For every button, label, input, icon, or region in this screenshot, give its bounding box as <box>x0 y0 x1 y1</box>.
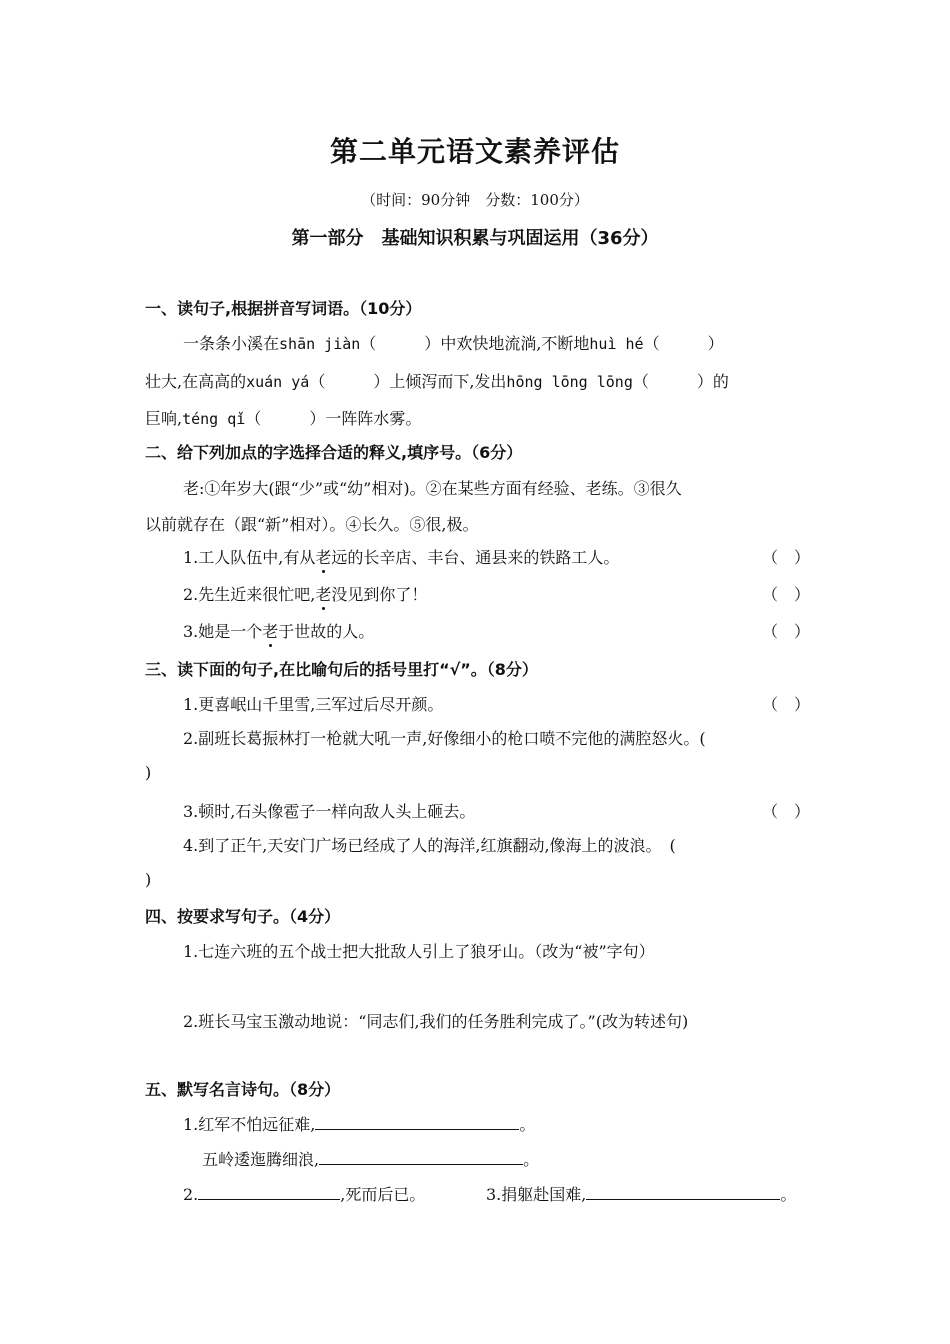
fill-in-blank[interactable] <box>198 1185 340 1200</box>
answer-blank[interactable]: （ ） <box>245 409 326 428</box>
answer-blank[interactable]: （ ） <box>360 334 441 353</box>
section-1-heading: 一、读句子,根据拼音写词语。（10分） <box>145 299 422 318</box>
q5-line-1: 1.红军不怕远征难, 。 <box>183 1115 536 1134</box>
fill-in-blank[interactable] <box>315 1115 519 1130</box>
q3-item-2: 2.副班长葛振林打一枪就大吼一声,好像细小的枪口喷不完他的满腔怒火。( <box>183 729 706 748</box>
q3-item-1: 1.更喜岷山千里雪,三军过后尽开颜。 <box>183 695 444 714</box>
q1-line-3: 巨响,téng qǐ（ ）一阵阵水雾。 <box>145 406 421 429</box>
q5-line-3b: 3.捐躯赴国难, 。 <box>486 1185 797 1204</box>
q2-item-3: 3.她是一个老于世故的人。 <box>183 619 374 642</box>
answer-paren[interactable]: （ ） <box>762 802 811 821</box>
q1-line-2: 壮大,在高高的xuán yá（ ）上倾泻而下,发出hōng lōng lōng（ ）的 <box>145 369 729 392</box>
q2-definition-1: 老:①年岁大(跟“少”或“幼”相对)。②在某些方面有经验、老练。③很久 <box>183 479 682 498</box>
q1-line-1: 一条条小溪在shān jiàn（ ）中欢快地流淌,不断地huì hé（ ） <box>183 331 724 354</box>
pinyin: hōng lōng lōng <box>506 373 633 391</box>
q2-item-1: 1.工人队伍中,有从老远的长辛店、丰台、通县来的铁路工人。 <box>183 545 619 568</box>
fill-in-blank[interactable] <box>319 1150 523 1165</box>
answer-paren[interactable]: （ ） <box>762 548 811 567</box>
q2-definition-2: 以前就存在（跟“新”相对）。④长久。⑤很,极。 <box>145 515 479 534</box>
section-5-heading: 五、默写名言诗句。（8分） <box>145 1080 341 1099</box>
q3-item-2-end[interactable]: ) <box>145 763 152 782</box>
q2-item-2: 2.先生近来很忙吧,老没见到你了！ <box>183 582 427 605</box>
answer-blank[interactable]: （ ） <box>643 334 724 353</box>
q3-item-4: 4.到了正午,天安门广场已经成了人的海洋,红旗翻动,像海上的波浪。 ( <box>183 836 676 855</box>
q3-item-4-end[interactable]: ) <box>145 870 152 889</box>
pinyin: téng qǐ <box>182 410 246 428</box>
q5-line-3: 2. ,死而后已。 <box>183 1185 426 1204</box>
q4-item-2: 2.班长马宝玉激动地说：“同志们,我们的任务胜利完成了。”(改为转述句) <box>183 1012 689 1031</box>
q5-line-2: 五岭逶迤腾细浪, 。 <box>202 1150 540 1169</box>
section-3-heading: 三、读下面的句子,在比喻句后的括号里打“√”。（8分） <box>145 660 538 679</box>
exam-info: （时间：90分钟 分数：100分） <box>361 191 589 209</box>
q4-item-1: 1.七连六班的五个战士把大批敌人引上了狼牙山。（改为“被”字句） <box>183 942 655 961</box>
dotted-char: 老 <box>315 582 331 605</box>
answer-paren[interactable]: （ ） <box>762 585 811 604</box>
pinyin: shān jiàn <box>279 335 361 353</box>
answer-blank[interactable]: （ ） <box>309 372 390 391</box>
page-title: 第二单元语文素养评估 <box>329 135 620 168</box>
section-4-heading: 四、按要求写句子。（4分） <box>145 907 341 926</box>
answer-paren[interactable]: （ ） <box>762 622 811 641</box>
answer-paren[interactable]: （ ） <box>762 695 811 714</box>
pinyin: huì hé <box>589 335 644 353</box>
answer-blank[interactable]: （ ） <box>632 372 713 391</box>
part-title: 第一部分 基础知识积累与巩固运用（36分） <box>291 228 659 249</box>
pinyin: xuán yá <box>246 373 310 391</box>
dotted-char: 老 <box>262 619 278 642</box>
fill-in-blank[interactable] <box>586 1185 780 1200</box>
section-2-heading: 二、给下列加点的字选择合适的释义,填序号。（6分） <box>145 443 523 462</box>
q3-item-3: 3.顿时,石头像雹子一样向敌人头上砸去。 <box>183 802 476 821</box>
dotted-char: 老 <box>315 545 331 568</box>
